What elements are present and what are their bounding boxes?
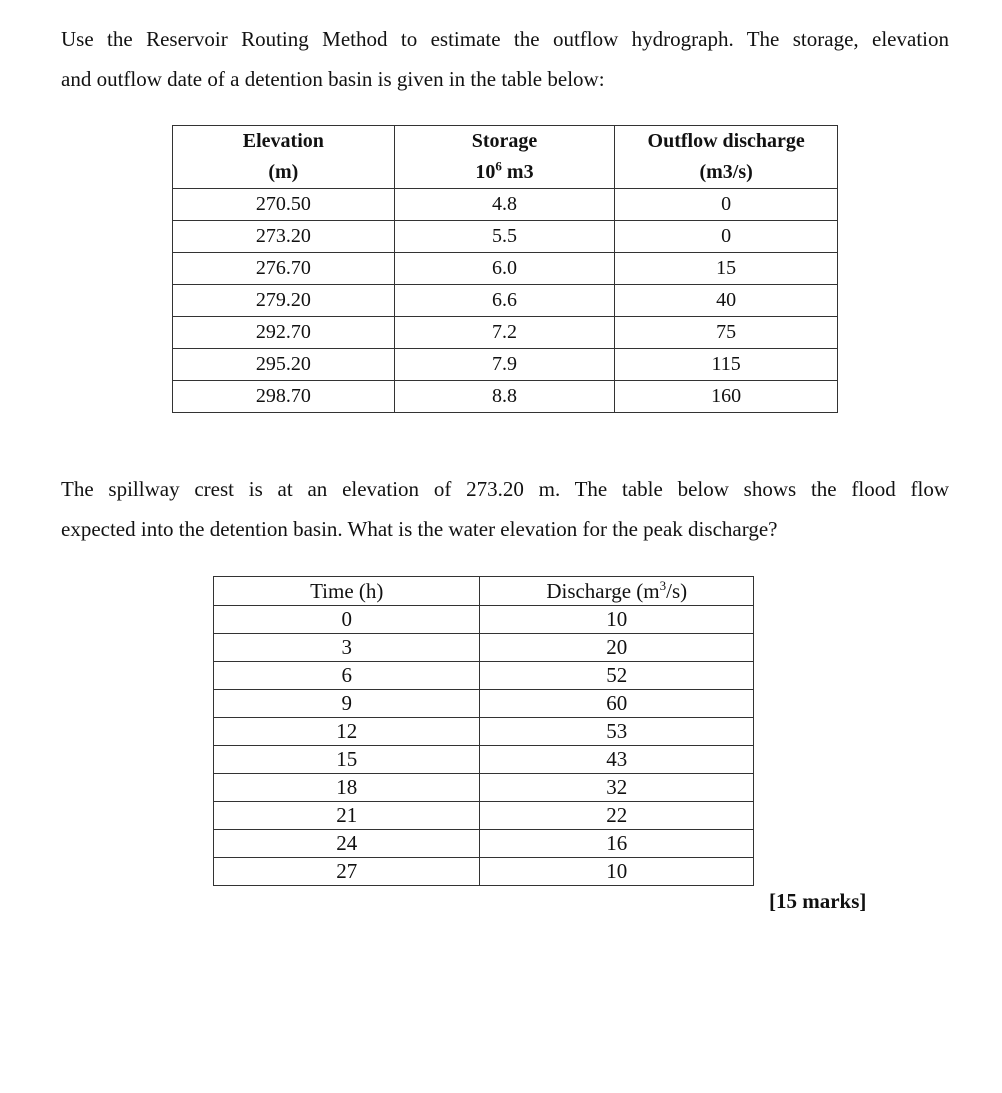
- intro-paragraph: [61, 19, 949, 99]
- table-cell: 160: [615, 381, 838, 413]
- table-cell: 7.2: [394, 317, 615, 349]
- reservoir-table-row: [173, 381, 838, 413]
- table-cell: 52: [480, 662, 754, 690]
- table-cell: 8.8: [394, 381, 615, 413]
- table-cell: 295.20: [173, 349, 395, 381]
- inflow-table-row: [214, 802, 754, 830]
- inflow-table-row: [214, 774, 754, 802]
- reservoir-table-row: [173, 317, 838, 349]
- table-cell: 3: [214, 634, 480, 662]
- table-cell: 115: [615, 349, 838, 381]
- table-cell: 15: [214, 746, 480, 774]
- table-cell: 0: [615, 221, 838, 253]
- table-cell: 53: [480, 718, 754, 746]
- reservoir-table-row: [173, 221, 838, 253]
- reservoir-table-row: [173, 285, 838, 317]
- inflow-table-row: [214, 662, 754, 690]
- table-cell: 10: [480, 606, 754, 634]
- table-cell: 4.8: [394, 189, 615, 221]
- table-cell: 32: [480, 774, 754, 802]
- question-paragraph: [61, 469, 949, 549]
- table-cell: 292.70: [173, 317, 395, 349]
- table-cell: 21: [214, 802, 480, 830]
- inflow-table-row: [214, 718, 754, 746]
- table-cell: 6.0: [394, 253, 615, 285]
- table-cell: 10: [480, 858, 754, 886]
- intro-line-2: and outflow date of a detention basin is given in the table below:: [61, 67, 605, 91]
- inflow-table-row: [214, 634, 754, 662]
- intro-line-1: Use the Reservoir Routing Method to estimate the outflow hydrograph. The storage, elevation: [61, 27, 949, 51]
- header-storage: Storage $10^6$ m3: [394, 126, 615, 189]
- reservoir-table: [172, 125, 838, 413]
- table-cell: 0: [214, 606, 480, 634]
- reservoir-table-header: [173, 126, 838, 189]
- table-cell: 43: [480, 746, 754, 774]
- header-elevation: Elevation (m): [173, 126, 395, 189]
- inflow-table-header: [214, 577, 754, 606]
- inflow-table-row: [214, 830, 754, 858]
- question-line-1: The spillway crest is at an elevation of 273.20 m. The table below shows the flood flow: [61, 477, 949, 501]
- table-cell: 6: [214, 662, 480, 690]
- header-discharge: Discharge $(m^3/s)$: [480, 577, 754, 606]
- table-cell: 5.5: [394, 221, 615, 253]
- table-cell: 12: [214, 718, 480, 746]
- table-cell: 279.20: [173, 285, 395, 317]
- header-time: Time (h): [214, 577, 480, 606]
- inflow-table-row: [214, 858, 754, 886]
- table-cell: 27: [214, 858, 480, 886]
- table-cell: 16: [480, 830, 754, 858]
- table-cell: 276.70: [173, 253, 395, 285]
- table-cell: 24: [214, 830, 480, 858]
- table-cell: 60: [480, 690, 754, 718]
- table-cell: 7.9: [394, 349, 615, 381]
- marks-label: [15 marks]: [769, 889, 867, 913]
- table-cell: 20: [480, 634, 754, 662]
- header-outflow: Outflow discharge (m3/s): [615, 126, 838, 189]
- reservoir-table-row: [173, 189, 838, 221]
- table-cell: 6.6: [394, 285, 615, 317]
- table-cell: 22: [480, 802, 754, 830]
- inflow-table-row: [214, 690, 754, 718]
- table-cell: 273.20: [173, 221, 395, 253]
- table-cell: 15: [615, 253, 838, 285]
- table-cell: 0: [615, 189, 838, 221]
- table-cell: 75: [615, 317, 838, 349]
- inflow-table: [213, 576, 754, 886]
- table-cell: 270.50: [173, 189, 395, 221]
- inflow-table-row: [214, 606, 754, 634]
- reservoir-table-row: [173, 349, 838, 381]
- table-cell: 40: [615, 285, 838, 317]
- inflow-table-row: [214, 746, 754, 774]
- question-line-2: expected into the detention basin. What is the water elevation for the peak discharge?: [61, 517, 778, 541]
- table-cell: 298.70: [173, 381, 395, 413]
- reservoir-table-row: [173, 253, 838, 285]
- table-cell: 18: [214, 774, 480, 802]
- table-cell: 9: [214, 690, 480, 718]
